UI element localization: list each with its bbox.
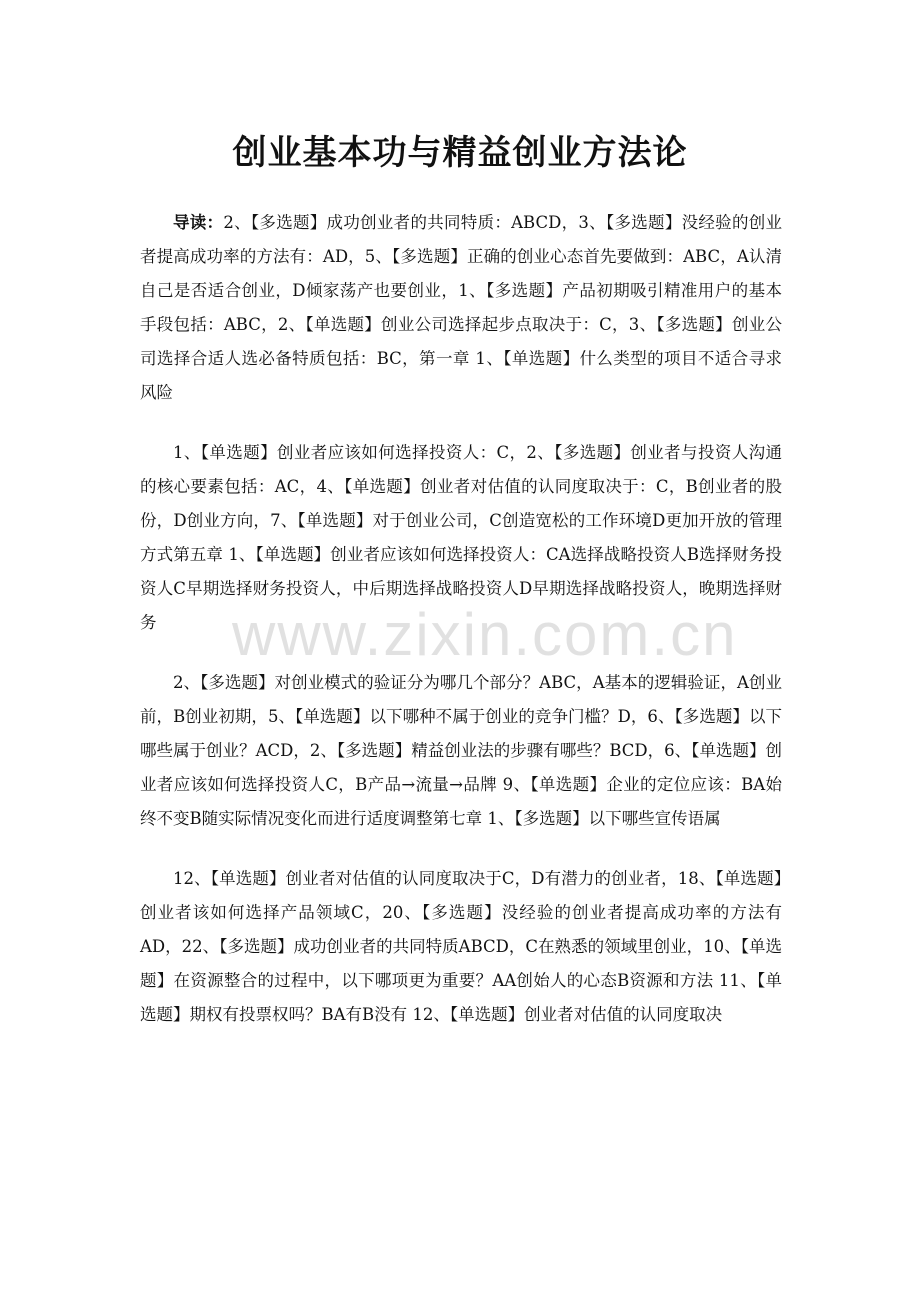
document-title: 创业基本功与精益创业方法论 bbox=[232, 133, 688, 173]
body-paragraph-1: 1、【单选题】创业者应该如何选择投资人：C，2、【多选题】创业者与投资人沟通的核心要素包括：AC，4、【单选题】创业者对估值的认同度取决于：C，B创业者的股份，D创业方向，7、【单选题】对于创业公司，C创造宽松的工作环境D更加开放的管理方式第五章 1、【单选题】创业者应该如何选择投资人：CA选择战略投资人B选择财务投资人C早期选择财务投资人，中后期选择战略投资人D早期选择战略投资人，晚期选择财务 bbox=[140, 443, 782, 632]
lead-paragraph bbox=[140, 206, 782, 410]
body-paragraph-2: 2、【多选题】对创业模式的验证分为哪几个部分？ABC，A基本的逻辑验证，A创业前，B创业初期，5、【单选题】以下哪种不属于创业的竞争门槛？D，6、【多选题】以下哪些属于创业？ACD，2、【多选题】精益创业法的步骤有哪些？BCD，6、【单选题】创业者应该如何选择投资人C，B产品→流量→品牌 9、【单选题】企业的定位应该：BA始终不变B随实际情况变化而进行适度调整第七章 1、【多选题】以下哪些宣传语属 bbox=[140, 673, 782, 828]
body-paragraph-3: 12、【单选题】创业者对估值的认同度取决于C，D有潜力的创业者，18、【单选题】创业者该如何选择产品领域C，20、【多选题】没经验的创业者提高成功率的方法有AD，22、【多选题】成功创业者的共同特质ABCD，C在熟悉的领域里创业，10、【单选题】在资源整合的过程中，以下哪项更为重要？AA创始人的心态B资源和方法 11、【单选题】期权有投票权吗？BA有B没有 12、【单选题】创业者对估值的认同度取决 bbox=[140, 869, 782, 1024]
lead-text: 2、【多选题】成功创业者的共同特质：ABCD，3、【多选题】没经验的创业者提高成功率的方法有：AD，5、【多选题】正确的创业心态首先要做到：ABC，A认清自己是否适合创业，D倾家荡产也要创业，1、【多选题】产品初期吸引精准用户的基本手段包括：ABC，2、【单选题】创业公司选择起步点取决于：C，3、【多选题】创业公司选择合适人选必备特质包括：BC，第一章 1、【单选题】什么类型的项目不适合寻求风险 bbox=[140, 213, 782, 402]
lead-label: 导读： bbox=[173, 213, 224, 232]
watermark: www.zixin.com.cn bbox=[232, 601, 738, 668]
document-body bbox=[140, 206, 782, 1058]
